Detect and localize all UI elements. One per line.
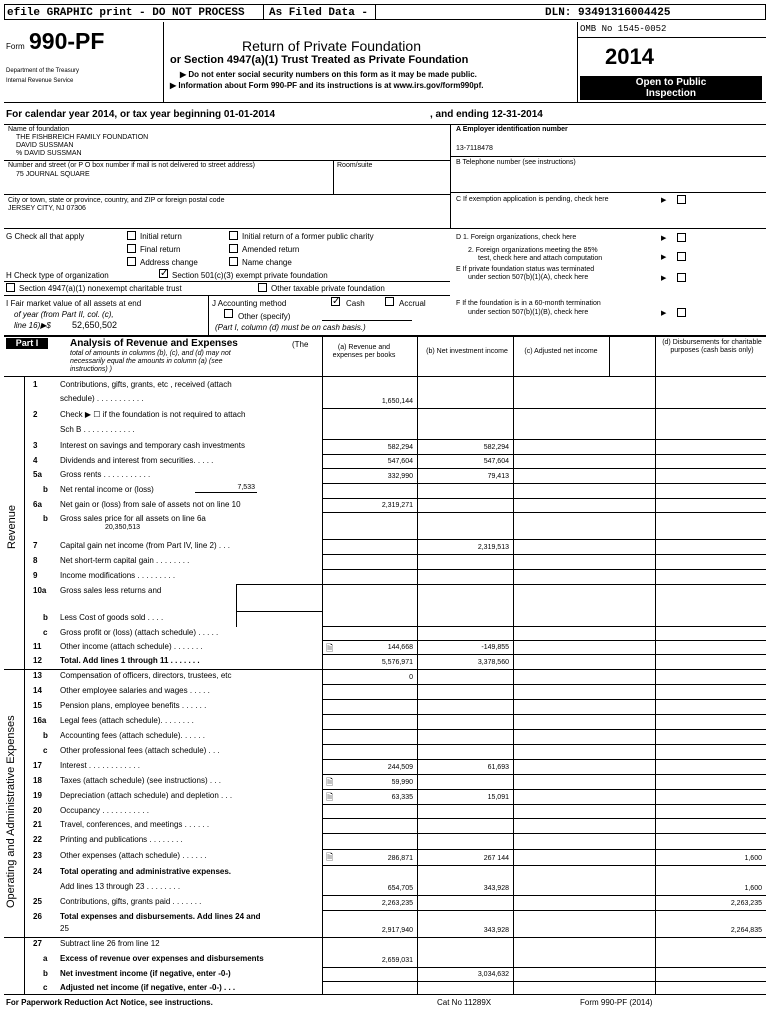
i-line-1: I Fair market value of all assets at end: [6, 299, 142, 308]
line-10-input-box[interactable]: [236, 584, 323, 627]
line-number: 5a: [33, 470, 42, 479]
h-501c3-checkbox[interactable]: [159, 269, 168, 278]
line-sub-letter: b: [43, 613, 48, 622]
line-description: Net short-term capital gain . . . . . . . .: [60, 556, 190, 565]
part-i-desc-1: total of amounts in columns (b), (c), and (d) may not: [70, 350, 231, 357]
form-subtitle: or Section 4947(a)(1) Trust Treated as Private Foundation: [170, 54, 469, 66]
room-suite-label: Room/suite: [337, 162, 373, 169]
line-description: Excess of revenue over expenses and disbursements: [60, 954, 264, 963]
col-a-value: 2,319,271: [381, 502, 413, 509]
h-other-checkbox[interactable]: [258, 283, 267, 292]
line-description: Net investment income (if negative, enter -0-): [60, 969, 231, 978]
line-description: Check ▶ ☐ if the foundation is not required to attach: [60, 410, 246, 419]
arrow-e-icon: ▶: [661, 275, 667, 282]
line-description: Legal fees (attach schedule). . . . . . . .: [60, 716, 194, 725]
e-checkbox[interactable]: [677, 273, 686, 282]
h-label: H Check type of organization: [6, 271, 109, 280]
tax-year: 2014: [605, 44, 654, 69]
info-note: ▶ Information about Form 990-PF and its instructions is at www.irs.gov/form990pf.: [170, 81, 484, 90]
part-i-title-note: (The: [292, 340, 309, 349]
line-number: 2: [33, 410, 38, 419]
name-change-checkbox[interactable]: [229, 257, 238, 266]
col-a-value: 2,917,940: [381, 927, 413, 934]
line-description: Contributions, gifts, grants paid . . . . . . .: [60, 897, 202, 906]
arrow-d2-icon: ▶: [661, 254, 667, 261]
part-i-tag-text: Part I: [15, 338, 39, 348]
h-other-label: Other taxable private foundation: [271, 284, 385, 293]
col-b-header: (b) Net investment income: [426, 348, 508, 355]
checkmark-icon: ✓: [160, 268, 169, 279]
cash-label: Cash: [346, 299, 365, 308]
line-description: Capital gain net income (from Part IV, line 2) . . .: [60, 541, 231, 550]
line-description: Gross sales price for all assets on line 6a: [60, 514, 206, 523]
line-number: 27: [33, 939, 42, 948]
col-d-header: (d) Disbursements for charitable purposes (cash basis only): [662, 339, 762, 354]
side-revenue-label: Revenue: [6, 504, 18, 549]
line-description: Subtract line 26 from line 12: [60, 939, 160, 948]
g-label: G Check all that apply: [6, 232, 85, 241]
col-a-value: 547,604: [387, 458, 413, 465]
attachment-icon[interactable]: 🗎: [326, 643, 334, 653]
part-i-desc-3: instructions) ): [70, 366, 113, 373]
col-a-value: 1,650,144: [381, 398, 413, 405]
efile-label: efile GRAPHIC print - DO NOT PROCESS: [7, 7, 245, 19]
exemption-pending-checkbox[interactable]: [677, 195, 686, 204]
form-number: 990-PF: [29, 28, 105, 54]
i-line-2: of year (from Part II, col. (c),: [14, 310, 114, 319]
initial-return-label: Initial return: [140, 232, 182, 241]
city-label: City or town, state or province, country, and ZIP or foreign postal code: [8, 197, 225, 204]
col-b-value: 547,604: [483, 458, 509, 465]
dept-irs: Internal Revenue Service: [6, 78, 74, 84]
col-a-value: 244,509: [387, 764, 413, 771]
col-d-value: 1,600: [744, 885, 762, 892]
line-number: 1: [33, 380, 38, 389]
name-change-label: Name change: [242, 258, 292, 267]
line-number: 4: [33, 456, 38, 465]
line-number: 16a: [33, 716, 47, 725]
attachment-icon[interactable]: 🗎: [326, 777, 334, 787]
open-line-2: Inspection: [645, 88, 696, 99]
line-description: Printing and publications . . . . . . . .: [60, 835, 183, 844]
line-sub-letter: b: [43, 485, 48, 494]
line-number: 9: [33, 571, 38, 580]
line-description: Compensation of officers, directors, trustees, etc: [60, 671, 232, 680]
attachment-icon[interactable]: 🗎: [326, 792, 334, 802]
line-sub-letter: c: [43, 628, 48, 637]
open-line-1: Open to Public: [635, 77, 707, 88]
line-number: 26: [33, 912, 42, 921]
ein-value: 13-7118478: [456, 145, 493, 152]
line-sub-letter: b: [43, 969, 48, 978]
foundation-name-label: Name of foundation: [8, 126, 70, 133]
form-title: Return of Private Foundation: [242, 38, 421, 54]
line-number: 13: [33, 671, 42, 680]
cash-checkbox[interactable]: [331, 297, 340, 306]
arrow-c-icon: ▶: [661, 197, 667, 204]
street-value: 75 JOURNAL SQUARE: [16, 171, 90, 178]
col-b-value: 3,034,632: [477, 971, 509, 978]
col-b-value: 15,091: [487, 794, 509, 801]
line-description: Total expenses and disbursements. Add lines 24 and: [60, 912, 261, 921]
line-description: Less Cost of goods sold . . . .: [60, 613, 164, 622]
line-number: 12: [33, 656, 42, 665]
footer-cat: Cat No 11289X: [437, 998, 492, 1007]
footer-form: Form 990-PF (2014): [580, 998, 653, 1007]
line-number: 17: [33, 761, 42, 770]
line-description: Gross profit or (loss) (attach schedule) . . . . .: [60, 628, 219, 637]
col-a-header: (a) Revenue and expenses per books: [332, 344, 396, 359]
col-b-value: -149,855: [481, 644, 509, 651]
col-a-value: 654,705: [387, 885, 413, 892]
line-number: 10a: [33, 586, 47, 595]
street-label: Number and street (or P O box number if mail is not delivered to street address): [8, 162, 255, 169]
d1-checkbox[interactable]: [677, 233, 686, 242]
col-a-value: 332,990: [387, 473, 413, 480]
col-b-value: 3,378,560: [477, 659, 509, 666]
col-b-value: 343,928: [483, 927, 509, 934]
col-b-value: 343,928: [483, 885, 509, 892]
calendar-start: For calendar year 2014, or tax year beginning 01-01-2014: [6, 109, 276, 120]
line-description: Other professional fees (attach schedule) . . .: [60, 746, 220, 755]
line-description: Other expenses (attach schedule) . . . . . .: [60, 851, 207, 860]
omb-number: OMB No 1545-0052: [580, 24, 667, 34]
line-description: Add lines 13 through 23 . . . . . . . .: [60, 882, 181, 891]
arrow-f-icon: ▶: [661, 310, 667, 317]
footer-paperwork: For Paperwork Reduction Act Notice, see instructions.: [6, 998, 213, 1007]
line-sub-letter: a: [43, 954, 48, 963]
line-sub-letter: c: [43, 746, 48, 755]
ssn-note: ▶ Do not enter social security numbers on this form as it may be made public.: [180, 70, 477, 79]
final-return-label: Final return: [140, 245, 181, 254]
line-number: 7: [33, 541, 38, 550]
line-description: Occupancy . . . . . . . . . . .: [60, 806, 149, 815]
line-description: Taxes (attach schedule) (see instructions) . . .: [60, 776, 221, 785]
h-4947-label: Section 4947(a)(1) nonexempt charitable trust: [19, 284, 182, 293]
line-number: 6a: [33, 500, 42, 509]
line-description: Other income (attach schedule) . . . . . . .: [60, 642, 203, 651]
line-sub-letter: b: [43, 514, 48, 523]
accrual-checkbox[interactable]: [385, 297, 394, 306]
col-a-value: 63,335: [391, 794, 413, 801]
dept-treasury: Department of the Treasury: [6, 68, 80, 74]
col-a-value: 144,668: [387, 644, 413, 651]
line-description: Interest on savings and temporary cash investments: [60, 441, 245, 450]
line-number: 19: [33, 791, 42, 800]
other-method-label: Other (specify): [238, 312, 291, 321]
line-description: schedule) . . . . . . . . . . .: [60, 394, 144, 403]
d1-label: D 1. Foreign organizations, check here: [456, 234, 577, 241]
col-b-value: 582,294: [483, 444, 509, 451]
h-501c3-label: Section 501(c)(3) exempt private foundation: [172, 271, 328, 280]
part-i-note: (Part I, column (d) must be on cash basis.): [215, 323, 366, 332]
exemption-pending-label: C If exemption application is pending, check here: [456, 196, 609, 203]
line-description: Accounting fees (attach schedule). . . . . .: [60, 731, 205, 740]
line-number: 21: [33, 820, 42, 829]
col-a-value: 0: [409, 674, 413, 681]
line-number: 3: [33, 441, 38, 450]
d2a-label: 2. Foreign organizations meeting the 85%: [468, 247, 598, 254]
top-bar: [4, 4, 766, 20]
line-description: Net gain or (loss) from sale of assets not on line 10: [60, 500, 241, 509]
checkmark-icon: ✓: [332, 296, 341, 307]
line-description: Other employee salaries and wages . . . . .: [60, 686, 210, 695]
initial-former-label: Initial return of a former public charity: [242, 232, 374, 241]
line-description: Travel, conferences, and meetings . . . . . .: [60, 820, 210, 829]
attachment-icon[interactable]: 🗎: [326, 852, 334, 862]
line-number: 11: [33, 642, 42, 651]
d2-checkbox[interactable]: [677, 252, 686, 261]
line-sub-letter: b: [43, 731, 48, 740]
col-b-value: 79,413: [487, 473, 509, 480]
line-number: 24: [33, 867, 42, 876]
line-description: Contributions, gifts, grants, etc , received (attach: [60, 380, 232, 389]
dln-label: DLN: 93491316004425: [545, 7, 671, 19]
line-description: Net rental income or (loss): [60, 485, 154, 494]
col-d-value: 2,264,835: [730, 927, 762, 934]
calendar-end: , and ending 12-31-2014: [430, 109, 543, 120]
line-description: 25: [60, 924, 69, 933]
col-b-value: 61,693: [487, 764, 509, 771]
as-filed-label: As Filed Data -: [269, 7, 369, 19]
col-d-value: 1,600: [744, 855, 762, 862]
amended-return-label: Amended return: [242, 245, 300, 254]
f2-label: under section 507(b)(1)(B), check here: [468, 309, 589, 316]
line-number: 23: [33, 851, 42, 860]
col-a-value: 582,294: [387, 444, 413, 451]
address-change-label: Address change: [140, 258, 198, 267]
foundation-name-1: THE FISHBREICH FAMILY FOUNDATION: [16, 134, 149, 141]
h-4947-checkbox[interactable]: [6, 283, 15, 292]
line-number: 18: [33, 776, 42, 785]
address-change-checkbox[interactable]: [127, 257, 136, 266]
col-a-value: 2,659,031: [381, 957, 413, 964]
gross-sales-value: 20,350,513: [104, 524, 140, 531]
accrual-label: Accrual: [399, 299, 426, 308]
part-i-tag: [6, 338, 48, 349]
amended-return-checkbox[interactable]: [229, 244, 238, 253]
line-number: 22: [33, 835, 42, 844]
i-line-3: line 16)▶$: [14, 321, 51, 330]
line-description: Total operating and administrative expenses.: [60, 867, 232, 876]
col-a-value: 286,871: [387, 855, 413, 862]
ein-label: A Employer identification number: [456, 126, 568, 133]
line-description: Dividends and interest from securities. . . . .: [60, 456, 214, 465]
d2b-label: test, check here and attach computation: [478, 255, 603, 262]
side-expenses-label: Operating and Administrative Expenses: [5, 715, 17, 908]
col-b-value: 2,319,513: [477, 544, 509, 551]
col-b-value: 267 144: [483, 855, 509, 862]
foundation-name-3: % DAVID SUSSMAN: [16, 150, 82, 157]
fmv-value: 52,650,502: [72, 320, 118, 330]
line-sub-letter: c: [43, 983, 48, 992]
foundation-name-2: DAVID SUSSMAN: [16, 142, 74, 149]
other-method-checkbox[interactable]: [224, 309, 233, 318]
line-description: Total. Add lines 1 through 11 . . . . . . .: [60, 656, 200, 665]
arrow-d1-icon: ▶: [661, 235, 667, 242]
line-description: Gross sales less returns and: [60, 586, 162, 595]
phone-label: B Telephone number (see instructions): [456, 159, 576, 166]
net-rental-value: 7,533: [237, 484, 255, 491]
initial-return-checkbox[interactable]: [127, 231, 136, 240]
city-value: JERSEY CITY, NJ 07306: [8, 205, 86, 212]
line-description: Gross rents . . . . . . . . . . .: [60, 470, 151, 479]
e2-label: under section 507(b)(1)(A), check here: [468, 274, 589, 281]
line-description: Sch B . . . . . . . . . . . .: [60, 425, 135, 434]
line-number: 25: [33, 897, 42, 906]
f1-label: F If the foundation is in a 60-month termination: [456, 300, 601, 307]
line-description: Pension plans, employee benefits . . . . . .: [60, 701, 207, 710]
col-c-header: (c) Adjusted net income: [524, 348, 598, 355]
col-a-value: 59,990: [391, 779, 413, 786]
line-number: 15: [33, 701, 42, 710]
line-description: Adjusted net income (if negative, enter -0-) . . .: [60, 983, 236, 992]
line-description: Income modifications . . . . . . . . .: [60, 571, 176, 580]
part-i-title: Analysis of Revenue and Expenses: [70, 338, 238, 349]
final-return-checkbox[interactable]: [127, 244, 136, 253]
j-label: J Accounting method: [212, 299, 287, 308]
form-label: Form: [6, 42, 25, 51]
col-d-value: 2,263,235: [730, 900, 762, 907]
line-number: 20: [33, 806, 42, 815]
line-description: Depreciation (attach schedule) and depletion . . .: [60, 791, 233, 800]
open-to-public-box: [580, 76, 762, 100]
col-a-value: 2,263,235: [381, 900, 413, 907]
col-a-value: 5,576,971: [381, 659, 413, 666]
initial-former-checkbox[interactable]: [229, 231, 238, 240]
line-number: 14: [33, 686, 42, 695]
part-i-desc-2: necessarily equal the amounts in column (a) (see: [70, 358, 223, 365]
e1-label: E If private foundation status was terminated: [456, 266, 595, 273]
f-checkbox[interactable]: [677, 308, 686, 317]
line-description: Interest . . . . . . . . . . . .: [60, 761, 141, 770]
line-number: 8: [33, 556, 38, 565]
